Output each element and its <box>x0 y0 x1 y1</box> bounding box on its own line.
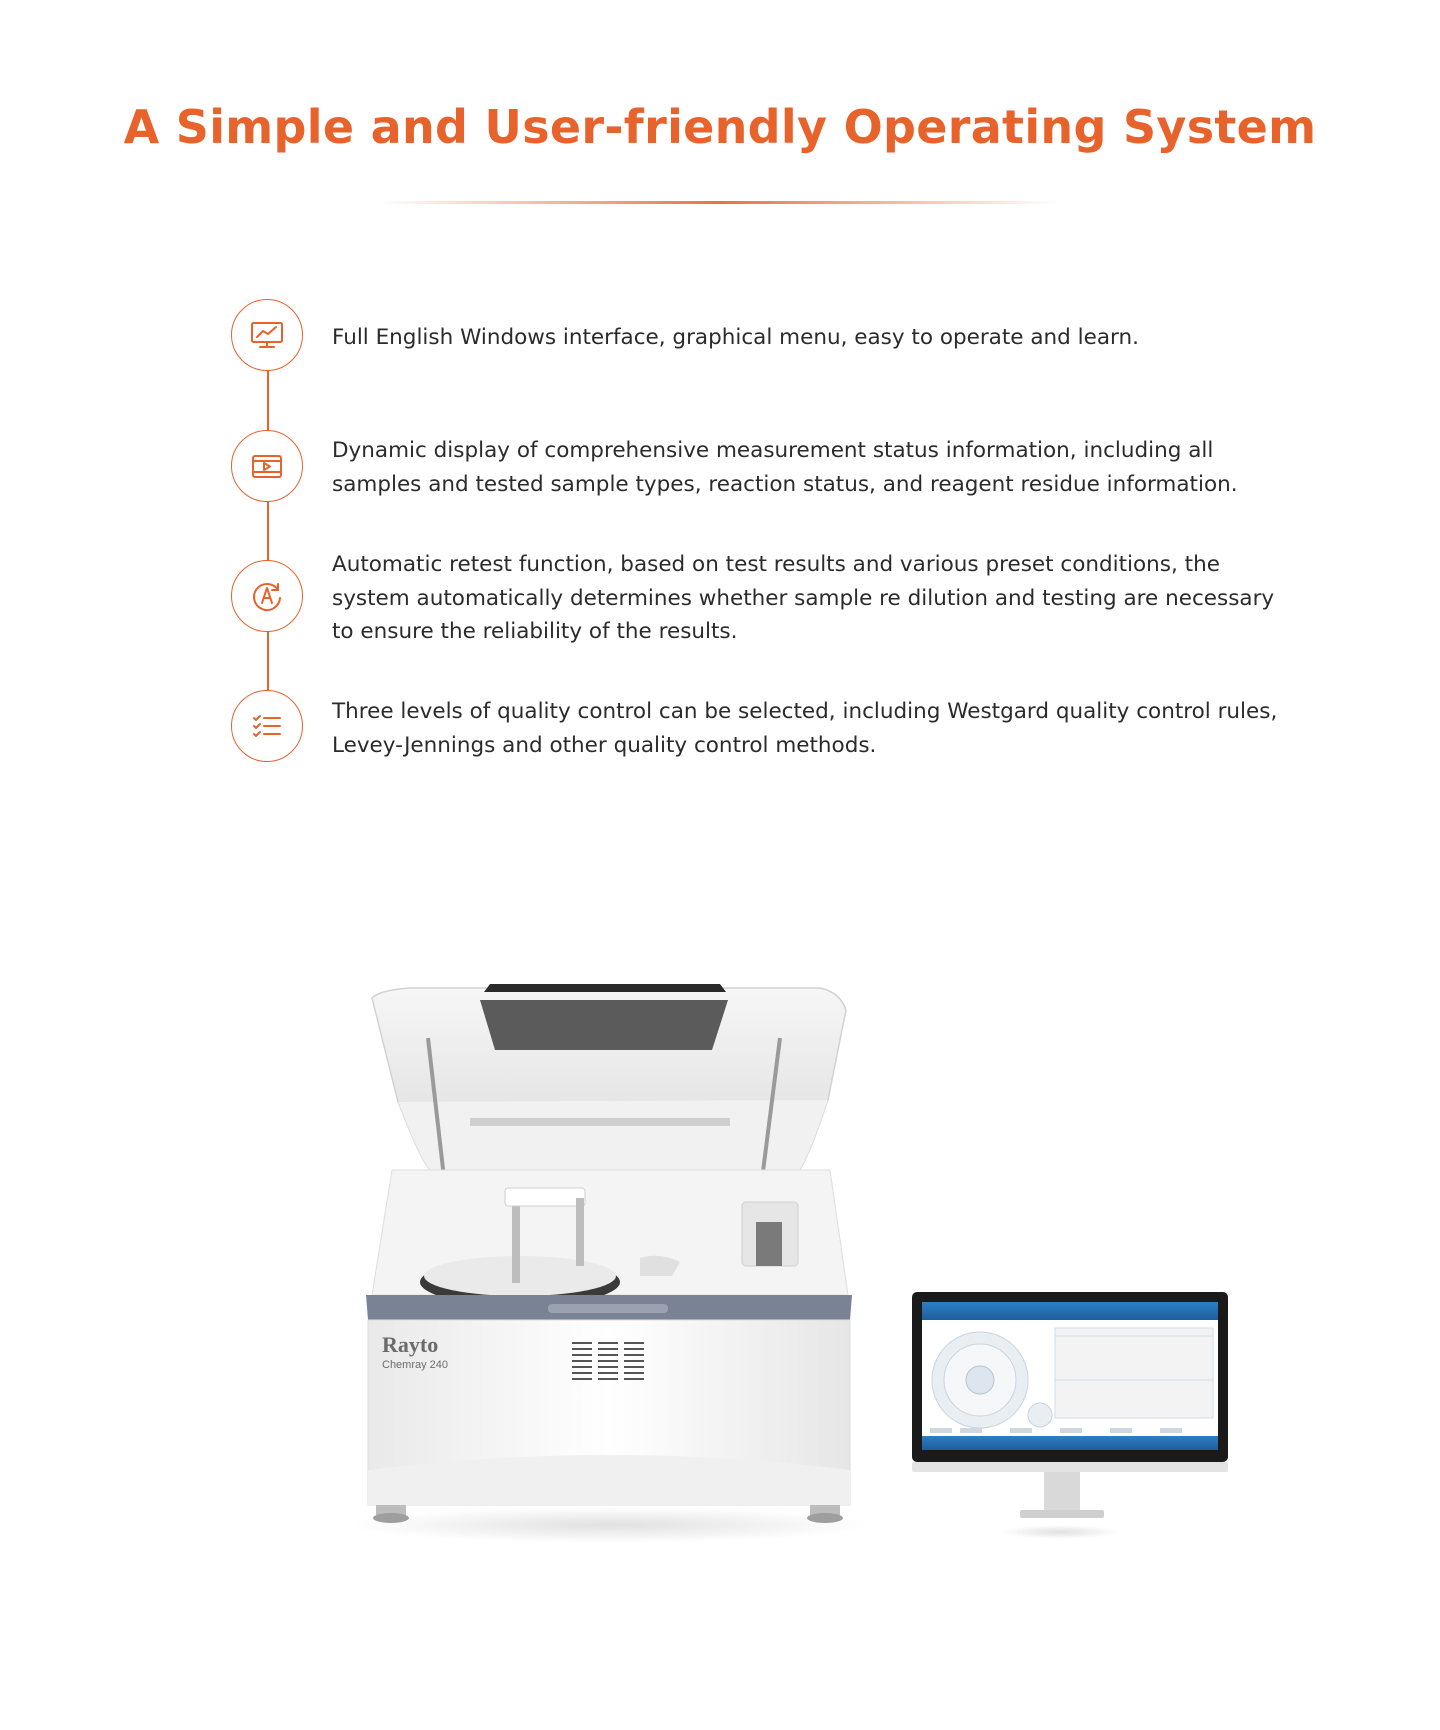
feature-text-4: Three levels of quality control can be selected, including Westgard quality control rules, Levey-Jennings and other quality control methods. <box>332 699 1278 758</box>
brand-logo: Rayto <box>382 1332 439 1357</box>
timeline-connector <box>267 335 269 695</box>
feature-text-3: Automatic retest function, based on test results and various preset conditions, the system automatically determines whether sample re dilution and testing are necessary to ensure the reliability of the results. <box>332 552 1275 644</box>
monitor-display <box>912 1292 1228 1539</box>
model-label: Chemray 240 <box>382 1359 449 1371</box>
product-illustration <box>0 970 1440 1590</box>
monitor-chart-icon <box>231 299 303 371</box>
checklist-icon <box>231 690 303 762</box>
feature-text-2: Dynamic display of comprehensive measurement status information, including all samples and tested sample types, reaction status, and reagent residue information. <box>332 438 1238 497</box>
feature-text-1: Full English Windows interface, graphical menu, easy to operate and learn. <box>332 325 1139 350</box>
title-divider <box>380 201 1060 204</box>
analyzer-machine <box>350 984 870 1543</box>
video-play-icon <box>231 430 303 502</box>
page-title: A Simple and User-friendly Operating System <box>123 100 1317 154</box>
auto-retest-icon <box>231 560 303 632</box>
